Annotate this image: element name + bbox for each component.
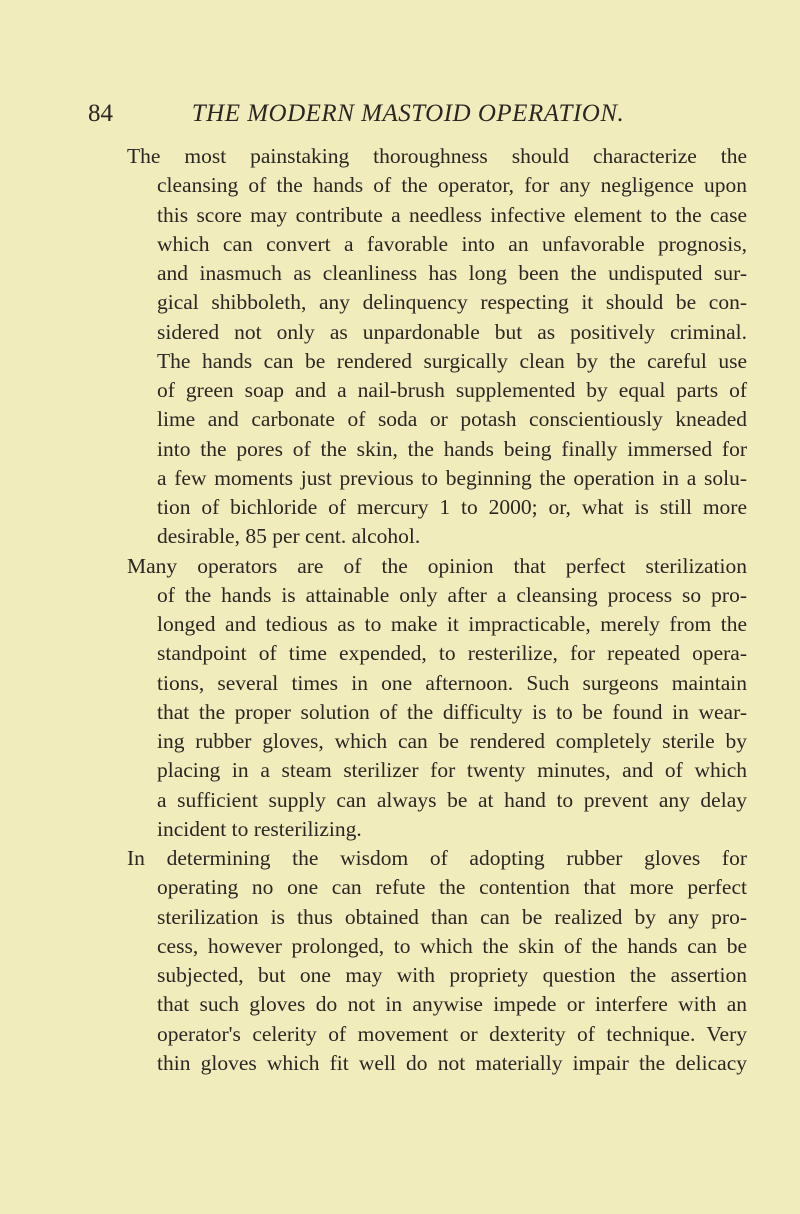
text-line: and inasmuch as cleanliness has long been the undisputed sur-: [157, 261, 747, 285]
text-line: thin gloves which fit well do not materially impair the delicacy: [157, 1050, 747, 1075]
text-line: cess, however prolonged, to which the skin of the hands can be: [157, 933, 747, 958]
text-line: which can convert a favorable into an unfavorable prognosis,: [157, 231, 747, 256]
text-line: into the pores of the skin, the hands being finally immersed for: [157, 436, 747, 461]
text-line: The hands can be rendered surgically clean by the careful use: [157, 348, 747, 373]
page-number: 84: [88, 100, 113, 127]
text-line: operating no one can refute the contention that more perfect: [157, 875, 747, 900]
text-line: incident to resterilizing.: [157, 816, 362, 841]
text-line: The most painstaking thoroughness should characterize the: [127, 144, 747, 168]
text-line: this score may contribute a needless infective element to the case: [157, 202, 747, 227]
text-line: tions, several times in one afternoon. Such surgeons maintain: [157, 670, 747, 695]
text-line: ing rubber gloves, which can be rendered completely sterile by: [157, 729, 747, 753]
text-line: gical shibboleth, any delinquency respecting it should be con-: [157, 290, 747, 315]
text-line: placing in a steam sterilizer for twenty minutes, and of which: [157, 758, 747, 783]
text-line: cleansing of the hands of the operator, for any negligence upon: [157, 173, 747, 198]
text-line: standpoint of time expended, to resterilize, for repeated opera-: [157, 641, 747, 666]
text-line: operator's celerity of movement or dexterity of technique. Very: [157, 1021, 747, 1046]
text-line: of green soap and a nail-brush supplemented by equal parts of: [157, 378, 747, 402]
text-line: that such gloves do not in anywise impede or interfere with an: [157, 992, 747, 1017]
text-line: In determining the wisdom of adopting rubber gloves for: [127, 846, 747, 870]
text-line: Many operators are of the opinion that perfect sterilization: [127, 553, 747, 578]
text-line: sidered not only as unpardonable but as positively criminal.: [157, 319, 747, 344]
text-line: sterilization is thus obtained than can be realized by any pro-: [157, 904, 747, 929]
text-line: desirable, 85 per cent. alcohol.: [157, 524, 421, 549]
running-title: THE MODERN MASTOID OPERATION.: [191, 100, 625, 127]
text-line: tion of bichloride of mercury 1 to 2000; or, what is still more: [157, 495, 747, 519]
text-line: subjected, but one may with propriety question the assertion: [157, 963, 747, 987]
text-line: a few moments just previous to beginning the operation in a solu-: [157, 465, 747, 490]
text-line: longed and tedious as to make it impracticable, merely from the: [157, 612, 747, 636]
running-head: [88, 98, 728, 130]
text-line: of the hands is attainable only after a cleansing process so pro-: [157, 582, 747, 607]
text-line: lime and carbonate of soda or potash conscientiously kneaded: [157, 407, 747, 432]
body-text: [127, 142, 747, 1078]
text-line: a sufficient supply can always be at hand to prevent any delay: [157, 787, 747, 812]
text-line: that the proper solution of the difficulty is to be found in wear-: [157, 699, 747, 724]
